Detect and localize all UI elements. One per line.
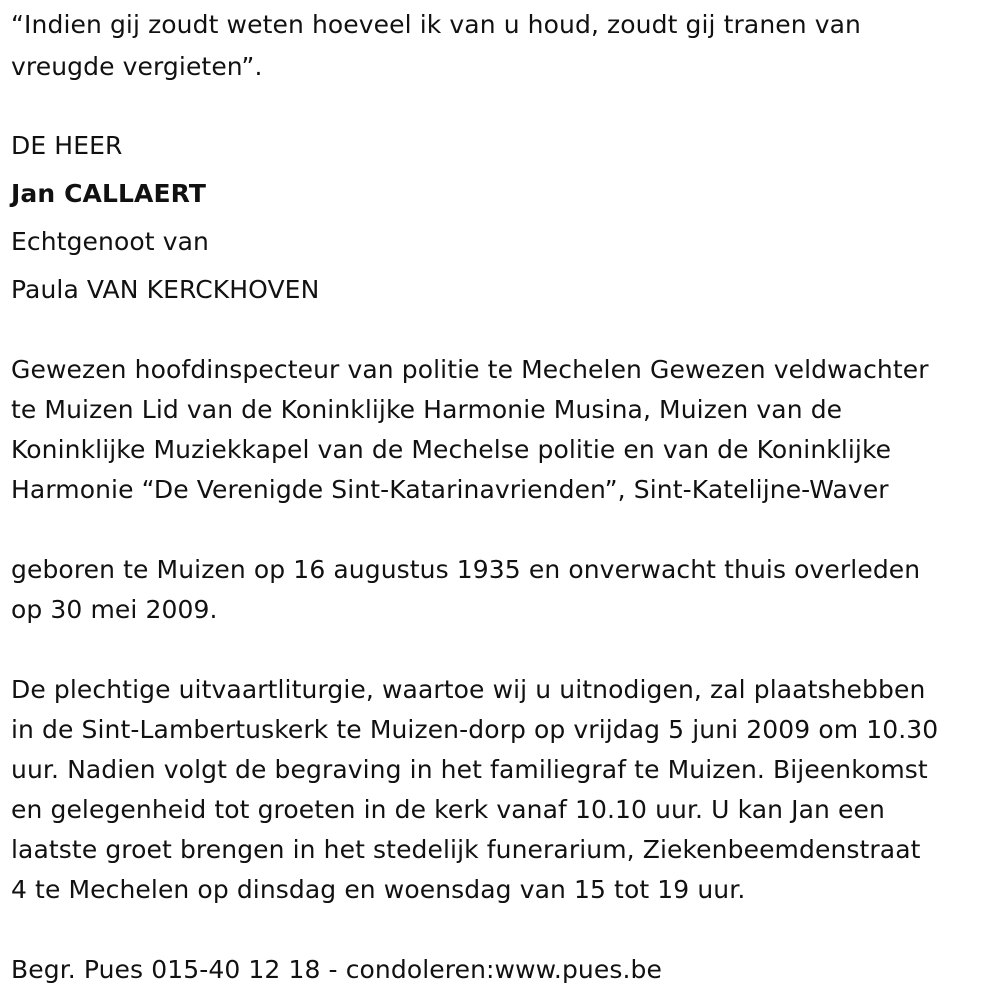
- career-line: Koninklijke Muziekkapel van de Mechelse politie en van de Koninklijke: [11, 435, 892, 464]
- funeral-line: laatste groet brengen in het stedelijk funerarium, Ziekenbeemdenstraat: [11, 835, 921, 864]
- life-line: geboren te Muizen op 16 augustus 1935 en onverwacht thuis overleden: [11, 555, 921, 584]
- relation-label: Echtgenoot van: [11, 227, 209, 256]
- funeral-line: en gelegenheid tot groeten in de kerk vanaf 10.10 uur. U kan Jan een: [11, 795, 885, 824]
- quote-line-2: vreugde vergieten”.: [11, 52, 263, 81]
- career-line: Harmonie “De Verenigde Sint-Katarinavrienden”, Sint-Katelijne-Waver: [11, 475, 889, 504]
- spouse-name: Paula VAN KERCKHOVEN: [11, 275, 320, 304]
- funeral-line: in de Sint-Lambertuskerk te Muizen-dorp op vrijdag 5 juni 2009 om 10.30: [11, 715, 939, 744]
- footer-contact: Begr. Pues 015-40 12 18 - condoleren:www.pues.be: [11, 955, 662, 984]
- life-line: op 30 mei 2009.: [11, 595, 218, 624]
- title-de-heer: DE HEER: [11, 131, 123, 160]
- quote-line-1: “Indien gij zoudt weten hoeveel ik van u houd, zoudt gij tranen van: [11, 10, 861, 39]
- career-line: Gewezen hoofdinspecteur van politie te Mechelen Gewezen veldwachter: [11, 355, 929, 384]
- funeral-line: 4 te Mechelen op dinsdag en woensdag van 15 tot 19 uur.: [11, 875, 746, 904]
- deceased-name: Jan CALLAERT: [11, 179, 207, 208]
- funeral-line: De plechtige uitvaartliturgie, waartoe wij u uitnodigen, zal plaatshebben: [11, 675, 926, 704]
- career-line: te Muizen Lid van de Koninklijke Harmonie Musina, Muizen van de: [11, 395, 843, 424]
- funeral-line: uur. Nadien volgt de begraving in het familiegraf te Muizen. Bijeenkomst: [11, 755, 928, 784]
